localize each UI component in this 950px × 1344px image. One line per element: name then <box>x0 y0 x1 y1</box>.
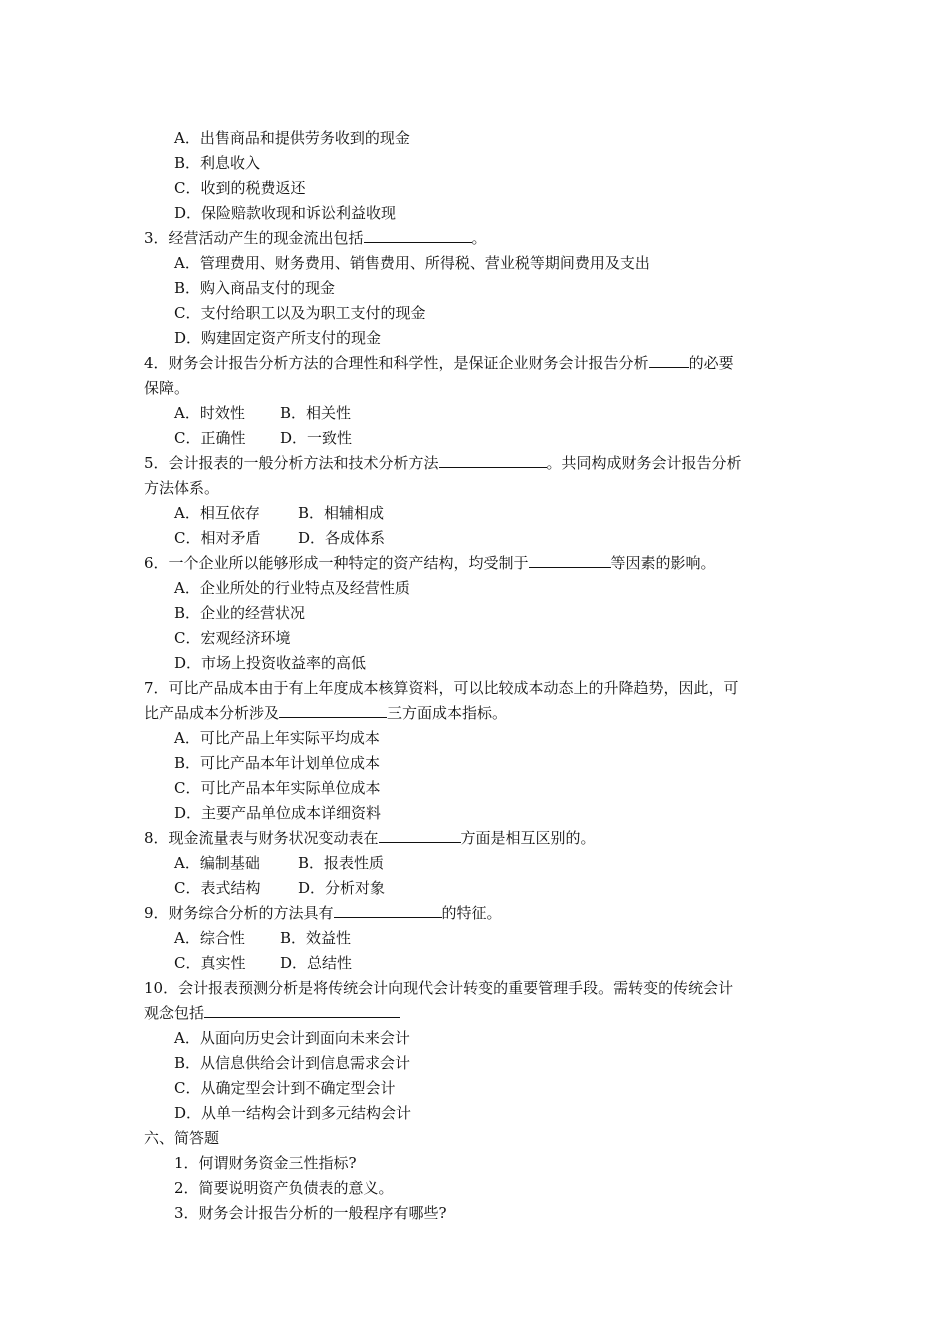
q4-continuation: 保障。 <box>144 379 190 397</box>
q5-options-row-1 <box>144 501 810 526</box>
q7-text-before: 比产品成本分析涉及 <box>144 704 280 722</box>
q9-options-row-2 <box>144 951 810 976</box>
q9-blank <box>334 903 442 918</box>
q4-text-after: 的必要 <box>688 354 734 372</box>
q3-blank <box>364 228 472 243</box>
q6-option-c: C．宏观经济环境 <box>174 629 291 647</box>
q2-option-b: B．利息收入 <box>174 154 261 172</box>
q7-option-c: C．可比产品本年实际单位成本 <box>174 779 381 797</box>
q10-option-a: A．从面向历史会计到面向未来会计 <box>174 1029 410 1047</box>
q10-option-d: D．从单一结构会计到多元结构会计 <box>174 1104 412 1122</box>
question-7: 7．可比产品成本由于有上年度成本核算资料，可以比较成本动态上的升降趋势，因此，可 <box>144 679 739 697</box>
section-6-title: 六、简答题 <box>144 1129 220 1147</box>
q9-option-c: C．真实性 <box>174 954 246 972</box>
q10-blank <box>204 1003 400 1018</box>
q4-option-d: D．一致性 <box>280 429 353 447</box>
q4-option-a: A．时效性 <box>174 404 245 422</box>
q8-options-row-2 <box>144 876 810 901</box>
q4-text-before: 4．财务会计报告分析方法的合理性和科学性，是保证企业财务会计报告分析 <box>144 354 649 372</box>
q4-options-row-1 <box>144 401 810 426</box>
q10-option-b: B．从信息供给会计到信息需求会计 <box>174 1054 411 1072</box>
question-10: 10．会计报表预测分析是将传统会计向现代会计转变的重要管理手段。需转变的传统会计 <box>144 979 734 997</box>
q6-option-d: D．市场上投资收益率的高低 <box>174 654 367 672</box>
q7-line-2 <box>144 701 810 726</box>
q9-text-before: 9．财务综合分析的方法具有 <box>144 904 334 922</box>
q5-option-d: D．各成体系 <box>298 529 386 547</box>
q8-blank <box>379 828 461 843</box>
exam-content <box>144 126 810 1226</box>
question-6 <box>144 551 810 576</box>
q4-option-b: B．相关性 <box>280 404 352 422</box>
q9-option-a: A．综合性 <box>174 929 245 947</box>
q6-option-b: B．企业的经营状况 <box>174 604 306 622</box>
q5-option-b: B．相辅相成 <box>298 504 385 522</box>
q5-text-before: 5．会计报表的一般分析方法和技术分析方法 <box>144 454 439 472</box>
q8-option-a: A．编制基础 <box>174 854 260 872</box>
q3-option-d: D．购建固定资产所支付的现金 <box>174 329 382 347</box>
q8-options-row-1 <box>144 851 810 876</box>
short-answer-1: 1．何谓财务资金三性指标? <box>174 1154 357 1172</box>
q2-option-c: C．收到的税费返还 <box>174 179 306 197</box>
q5-options-row-2 <box>144 526 810 551</box>
q7-option-a: A．可比产品上年实际平均成本 <box>174 729 380 747</box>
q7-option-b: B．可比产品本年计划单位成本 <box>174 754 381 772</box>
q10-option-c: C．从确定型会计到不确定型会计 <box>174 1079 396 1097</box>
q8-text-after: 方面是相互区别的。 <box>460 829 596 847</box>
q3-text-before: 3．经营活动产生的现金流出包括 <box>144 229 364 247</box>
q2-option-a: A．出售商品和提供劳务收到的现金 <box>174 129 410 147</box>
question-4 <box>144 351 810 376</box>
q5-option-c: C．相对矛盾 <box>174 529 261 547</box>
q5-continuation: 方法体系。 <box>144 479 220 497</box>
q8-option-c: C．表式结构 <box>174 879 261 897</box>
q9-option-d: D．总结性 <box>280 954 353 972</box>
q10-line-2 <box>144 1001 810 1026</box>
q4-option-c: C．正确性 <box>174 429 246 447</box>
q9-option-b: B．效益性 <box>280 929 352 947</box>
q4-options-row-2 <box>144 426 810 451</box>
q6-text-after: 等因素的影响。 <box>610 554 716 572</box>
q7-option-d: D．主要产品单位成本详细资料 <box>174 804 382 822</box>
q6-blank <box>529 553 611 568</box>
q3-option-b: B．购入商品支付的现金 <box>174 279 336 297</box>
question-3 <box>144 226 810 251</box>
q9-text-after: 的特征。 <box>441 904 502 922</box>
q6-option-a: A．企业所处的行业特点及经营性质 <box>174 579 410 597</box>
short-answer-2: 2．简要说明资产负债表的意义。 <box>174 1179 394 1197</box>
q7-text-after: 三方面成本指标。 <box>387 704 508 722</box>
short-answer-3: 3．财务会计报告分析的一般程序有哪些? <box>174 1204 447 1222</box>
q2-option-d: D．保险赔款收现和诉讼利益收现 <box>174 204 397 222</box>
q7-blank <box>279 703 387 718</box>
q8-option-d: D．分析对象 <box>298 879 386 897</box>
q8-text-before: 8．现金流量表与财务状况变动表在 <box>144 829 379 847</box>
question-8 <box>144 826 810 851</box>
q8-option-b: B．报表性质 <box>298 854 385 872</box>
q9-options-row-1 <box>144 926 810 951</box>
q4-blank <box>649 353 689 368</box>
question-5 <box>144 451 810 476</box>
q3-option-a: A．管理费用、财务费用、销售费用、所得税、营业税等期间费用及支出 <box>174 254 650 272</box>
q10-text-before: 观念包括 <box>144 1004 205 1022</box>
q5-option-a: A．相互依存 <box>174 504 260 522</box>
question-9 <box>144 901 810 926</box>
q3-text-after: 。 <box>471 229 487 247</box>
q5-blank <box>439 453 547 468</box>
q3-option-c: C．支付给职工以及为职工支付的现金 <box>174 304 426 322</box>
q6-text-before: 6．一个企业所以能够形成一种特定的资产结构，均受制于 <box>144 554 529 572</box>
q5-text-after: 。共同构成财务会计报告分析 <box>546 454 742 472</box>
